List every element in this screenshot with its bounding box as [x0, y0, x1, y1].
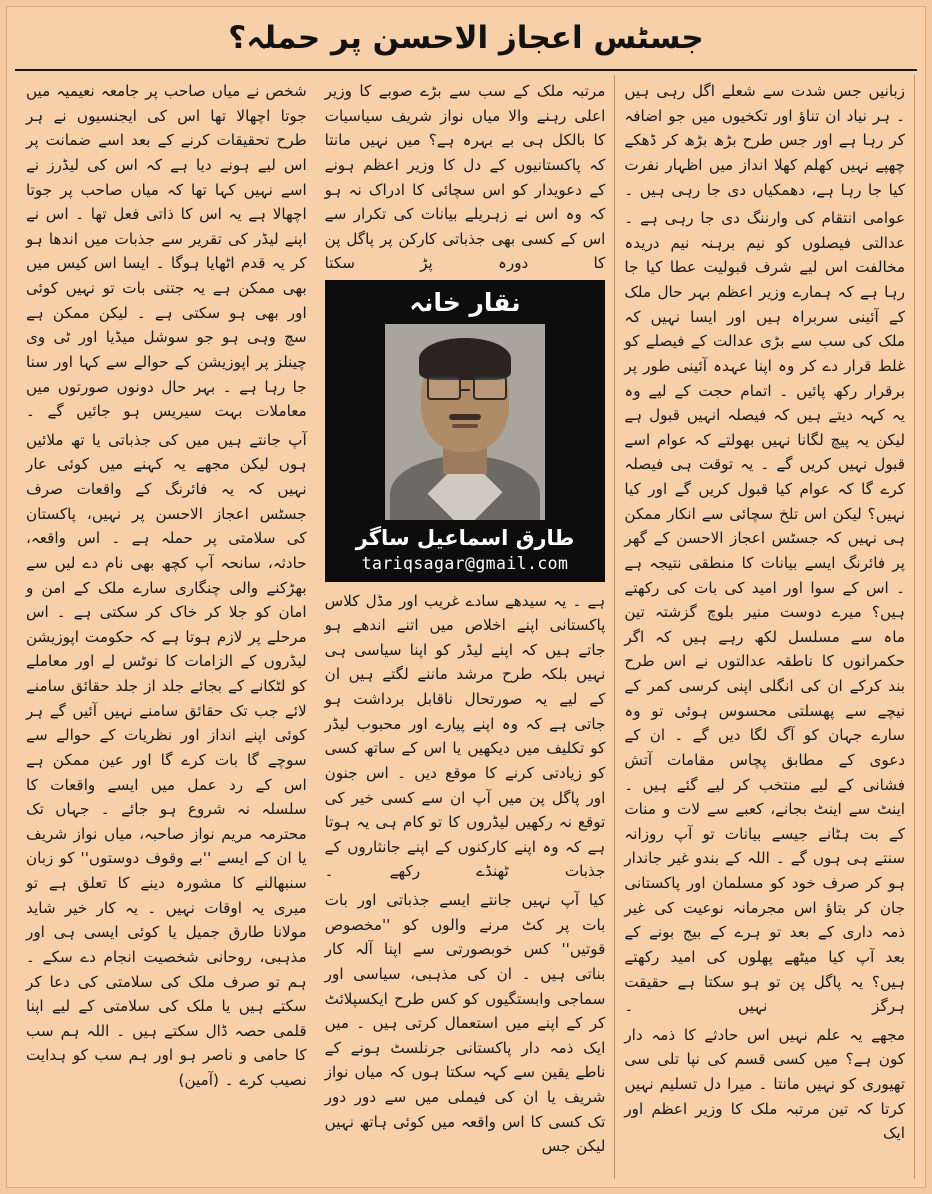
author-email[interactable]: tariqsagar@gmail.com — [361, 553, 569, 573]
paragraph: ہے ۔ یہ سیدھے سادے غریب اور مڈل کلاس پاکستانی اپنے اخلاص میں اتنے اندھے ہو جاتے ہیں کہ اپنے لیڈر کو اپنا سیاسی ہی نہیں بلکہ طرح مرشد ماننے لگتے ہیں ان کے لیے یہ صورتحال ناقابل برداشت ہو جاتی ہے کہ وہ اپنے پیارے اور محبوب لیڈر کو تکلیف میں دیکھیں یا اس کے ساتھ کسی کو زیادتی کرنے کا موقع دیں ۔ اس جنون اور پاگل پن میں آپ ان سے کسی خیر کی توقع نہ رکھیں لیڈروں کا تو کام ہی یہ ہوتا ہے کہ وہ اپنے کارکنوں کے اپنے جانثاروں کے جذبات ٹھنڈے رکھے ۔ — [324, 591, 606, 881]
photo-glasses-right — [473, 376, 507, 400]
paragraph: زبانیں جس شدت سے شعلے اگل رہی ہیں ۔ ہر نیاد ان تناؤ اور تکخیوں میں جو اضافہ کر رہا ہے اور جس طرح بڑھ بڑھ کر ڈھکے چھپے نہیں کھلم کھلا انداز میں اظہار نفرت کیا جا رہا ہے، دھمکیاں دی جا رہی ہیں ۔ — [624, 82, 906, 199]
paragraph: کیا آپ نہیں جانتے ایسے جذباتی اور بات بات پر کٹ مرنے والوں کو ''مخصوص قوتیں'' کس خوبصورتی سے اپنا آلہ کار بناتی ہیں ۔ ان کی مذہبی، سیاسی اور سماجی وابستگیوں کو کس طرح ایکسپلائٹ کر کے اپنے میں استعمال کرتی ہیں ۔ میں ایک ذمہ دار پاکستانی جرنلسٹ ہونے کے ناطے یقین سے کہہ سکتا ہوں کہ میاں نواز شریف یا ان کی فیملی میں سے دور دور تک کسی کا اس واقعہ میں کوئی ہاتھ نہیں لیکن جس — [324, 891, 606, 1156]
article-column-middle — [316, 75, 616, 1179]
photo-hair — [419, 338, 511, 380]
photo-mouth — [452, 424, 478, 428]
headline-divider — [15, 69, 917, 71]
author-name: طارق اسماعیل ساگر — [355, 525, 575, 550]
paragraph: شخص نے میاں صاحب پر جامعہ نعیمیہ میں جوتا اچھالا تھا اس کی ایجنسیوں نے ہر طرح تحقیقات کرنے کے بعد اسے ضمانت پر اس لیے ہونے دیا ہے کہ اس کی لیڈرز نے اسے نہیں کہا تھا کہ میاں صاحب پر جوتا اچھالا ہے یہ اس کا ذاتی فعل تھا ۔ اس نے اپنے لیڈر کی تقریر سے جذبات میں اندھا ہو کر یہ قدم اٹھایا ہوگا ۔ ایسا اس کیس میں بھی ممکن ہے یہ جتنی بات تو نہیں کوئی اور بھی ہو سکتی ہے ۔ لیکن ممکن ہے سچ وہی ہو جو سوشل میڈیا اور ٹی وی چینلز پر اپوزیشن کے حوالے سے کہا اور سنا جا رہا ہے ۔ بہر حال دونوں صورتوں میں معاملات بہت سیریس ہو جائیں گے ۔ — [26, 82, 307, 421]
paragraph: عوامی انتقام کی وارننگ دی جا رہی ہے ۔ عدالتی فیصلوں کو نیم برہنہ نیم دریدہ مخالفت اس لیے شرف قبولیت عطا کیا جا رہا ہے کہ ہمارے وزیر اعظم بہر حال ملک کے آئینی سربراہ ہیں اور ایسا نہیں کہ ملک کی سب سے بڑی عدالت کے فیصلے کو غلط قرار دے کر وہ اپنا عہدہ آئینی طور پر برقرار رکھ پائیں ۔ اتمام حجت کے لیے وہ یہ کہہ دیتے ہیں کہ فیصلہ انہیں قبول ہے لیکن یہ پیچ لگانا نہیں بھولتے کہ عوام اسے قبول نہیں کریں گے ۔ یہ توقت ہی فیصلہ کرے گا کہ عوام کیا قبول کریں گے اور کیا نہیں؟ لیکن اس تلخ سچائی سے انکار ممکن ہی نہیں کہ جسٹس اعجاز الاحسن کے گھر پر فائرنگ ایسے بیانات کا منطقی نتیجہ ہے ۔ اس کے سوا اور امید کی بات کی رکھتے ہیں؟ میرے دوست منیر بلوچ گزشتہ تین ماہ سے مسلسل لکھ رہے ہیں کہ اگر حکمرانوں کا ناطقہ عدالتوں نے اس طرح بند کرکے ان کی انگلی اپنی کرسی کمر کے نیچے سے پھسلتی محسوس ہوئی تو وہ سارے جہان کو آگ لگا دیں گے ۔ ان کے دعوی کے مطابق پچاس مقامات آتش فشانی کے لیے منتخب کر لیے گئے ہیں ۔ اینٹ سے اینٹ بجانے، کعبے سے لات و منات کے بت ہٹانے جیسے بیانات تو آپ روزانہ سنتے ہی ہوں گے ۔ اللہ کے بندو غیر جاندار ہو کر صرف خود کو مسلمان اور پاکستانی جان کر بتاؤ اس مجرمانہ نوعیت کی غیر ذمہ داری کے بعد تو ہرے کے بیج بونے کے بعد آپ کیا میٹھے پھلوں کی امید رکھتے ہیں؟ یہ پاگل پن تو ہو سکتا ہے حقیقت ہرگز نہیں ۔ — [624, 209, 906, 1016]
paragraph: مجھے یہ علم نہیں اس حادثے کا ذمہ دار کون ہے؟ میں کسی قسم کی نپا تلی سی تھیوری کو نہیں مانتا ۔ میرا دل تسلیم نہیں کرتا کہ تین مرتبہ ملک کا وزیر اعظم اور ایک — [624, 1025, 906, 1143]
column-kicker: نقار خانہ — [409, 288, 521, 317]
author-block — [325, 280, 606, 582]
page-title: جسٹس اعجاز الاحسن پر حملہ؟ — [228, 19, 704, 56]
article-columns — [17, 75, 915, 1179]
article-column-left — [17, 75, 316, 1179]
headline-bar — [7, 7, 925, 69]
author-photo — [385, 324, 545, 520]
photo-moustache — [449, 414, 481, 420]
paragraph: مرتبہ ملک کے سب سے بڑے صوبے کا وزیر اعلی رہنے والا میاں نواز شریف سیاسیات کا بالکل ہی بے بہرہ ہے؟ میں نہیں مانتا کہ پاکستانیوں کے دل کا وزیر اعظم ہونے کے دعویدار کو اس سچائی کا ادراک نہ ہو کہ وہ اس نے زہریلے بیانات کی تکرار سے اس کے کسی بھی جذباتی کارکن پر پاگل پن کا دورہ پڑ سکتا — [324, 82, 606, 273]
paragraph: آپ جانتے ہیں میں کی جذباتی یا تھ ملائیں ہوں لیکن مجھے یہ کہنے میں کوئی عار نہیں کہ یہ فائرنگ کے واقعات صرف جسٹس اعجاز الاحسن پر نہیں، پاکستان کی سلامتی پر حملہ ہے ۔ اس واقعہ، حادثہ، سانحہ آپ کچھ بھی نام دے لیں سے بھڑکنے والی چنگاری سارے ملک کے امن و امان کو جلا کر خاک کر سکتی ہے ۔ اس مرحلے پر لازم ہوتا ہے کہ حکومت اپوزیشن لیڈروں کے الزامات کا نوٹس لے اور معاملے کو لٹکانے کے بجائے جلد از جلد حقائق سامنے لائے جب تک حقائق سامنے نہیں آئیں گے ہر کوئی اپنے انداز اور نظریات کے حوالے سے سوچے گا بات کرے گا اور عین ممکن ہے اس کے رد عمل میں ایسے واقعات کا سلسلہ نہ شروع ہو جائے ۔ جہاں تک محترمہ مریم نواز صاحبہ، میاں نواز شریف یا ان کے ایسے ''بے وقوف دوستوں'' کو زبان سنبھالنے کا مشورہ دینے کا تعلق ہے تو میری یہ اوقات نہیں ۔ یہ کار خیر شاید مولانا طارق جمیل یا کوئی ایسی ہی اور مذہبی، روحانی شخصیت انجام دے سکے ۔ ہم تو صرف ملک کی سلامتی کی دعا کر سکتے ہیں یا ملک کی سلامتی کے لیے اپنا قلمی حصہ ڈال سکتے ہیں ۔ اللہ ہم سب کا حامی و ناصر ہو اور ہم سب کو ہدایت نصیب کرے ۔ (آمین) — [26, 430, 307, 1089]
article-column-right — [615, 75, 915, 1179]
photo-glasses-bridge — [460, 389, 470, 391]
page-frame — [6, 6, 926, 1188]
photo-glasses-left — [427, 376, 461, 400]
